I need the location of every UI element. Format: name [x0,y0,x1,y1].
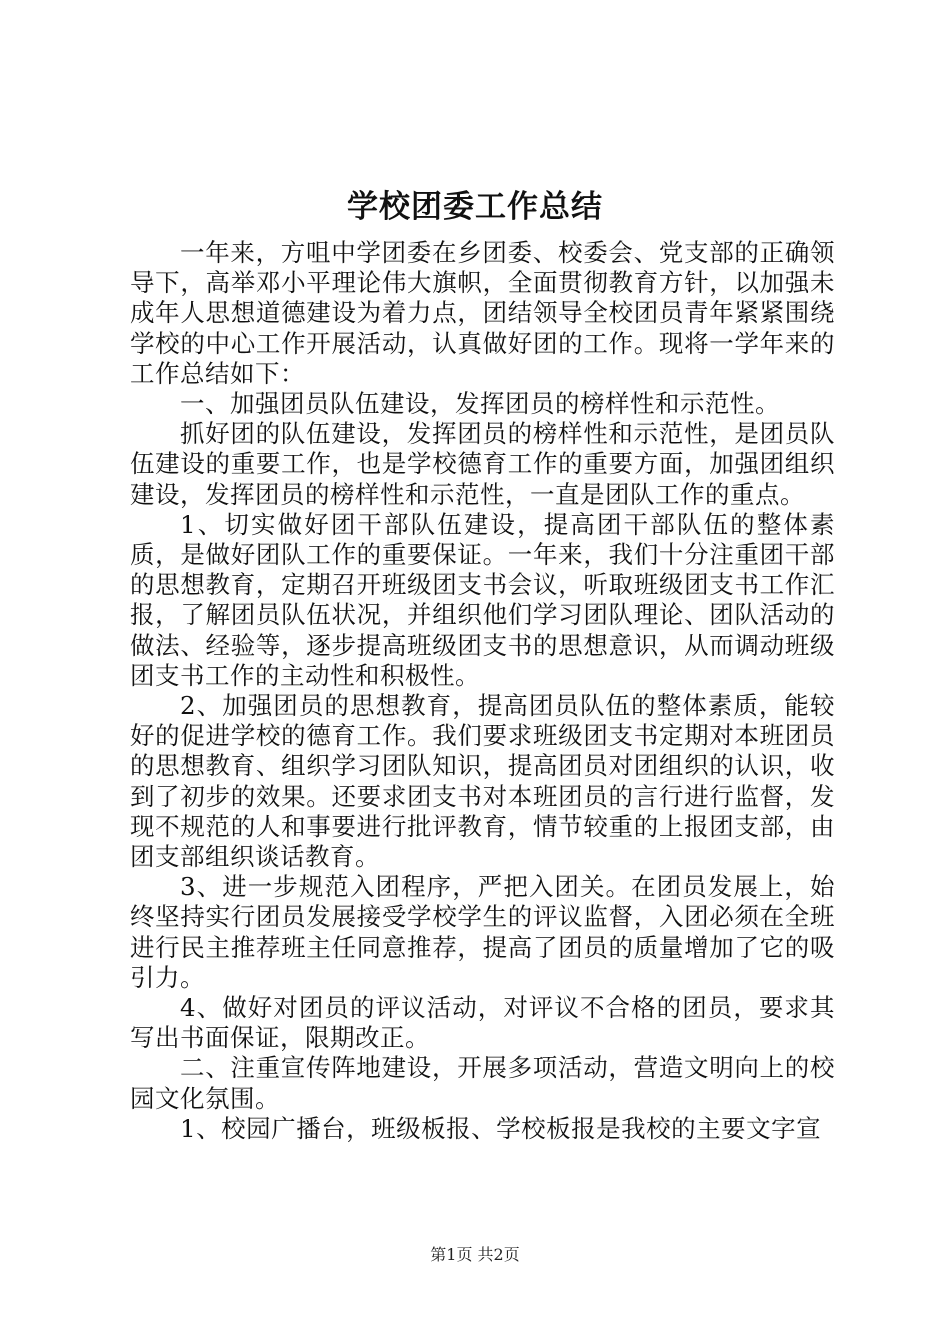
paragraph-item-2: 2、加强团员的思想教育，提高团员队伍的整体素质，能较好的促进学校的德育工作。我们要求班级团支书定期对本班团员的思想教育、组织学习团队知识，提高团员对团组织的认识，收到了初步的效果。还要求团支书对本班团员的言行进行监督，发现不规范的人和事要进行批评教育，情节较重的上报团支部，由团支部组织谈话教育。 [130,691,835,872]
paragraph-section-2-item-1: 1、校园广播台，班级板报、学校板报是我校的主要文字宣 [180,1113,822,1143]
document-title: 学校团委工作总结 [347,189,603,225]
section-heading-2: 二、注重宣传阵地建设，开展多项活动，营造文明向上的校园文化氛围。 [130,1053,835,1113]
paragraph-intro: 一年来，方咀中学团委在乡团委、校委会、党支部的正确领导下，高举邓小平理论伟大旗帜，全面贯彻教育方针，以加强未成年人思想道德建设为着力点，团结领导全校团员青年紧紧围绕学校的中心工作开展活动，认真做好团的工作。现将一学年来的工作总结如下： [130,238,835,388]
section-heading-1: 一、加强团员队伍建设，发挥团员的榜样性和示范性。 [180,389,780,419]
paragraph-item-4: 4、做好对团员的评议活动，对评议不合格的团员，要求其写出书面保证，限期改正。 [130,993,835,1053]
document-body [130,238,835,1144]
page-footer: 第1页 共2页 [430,1245,520,1264]
paragraph-item-1: 1、切实做好团干部队伍建设，提高团干部队伍的整体素质，是做好团队工作的重要保证。一年来，我们十分注重团干部的思想教育，定期召开班级团支书会议，听取班级团支书工作汇报，了解团员队伍状况，并组织他们学习团队理论、团队活动的做法、经验等，逐步提高班级团支书的思想意识，从而调动班级团支书工作的主动性和积极性。 [130,509,835,690]
paragraph-item-3: 3、进一步规范入团程序，严把入团关。在团员发展上，始终坚持实行团员发展接受学校学生的评议监督，入团必须在全班进行民主推荐班主任同意推荐，提高了团员的质量增加了它的吸引力。 [130,872,835,992]
paragraph-section-1-overview: 抓好团的队伍建设，发挥团员的榜样性和示范性，是团员队伍建设的重要工作，也是学校德育工作的重要方面，加强团组织建设，发挥团员的榜样性和示范性，一直是团队工作的重点。 [130,419,835,509]
